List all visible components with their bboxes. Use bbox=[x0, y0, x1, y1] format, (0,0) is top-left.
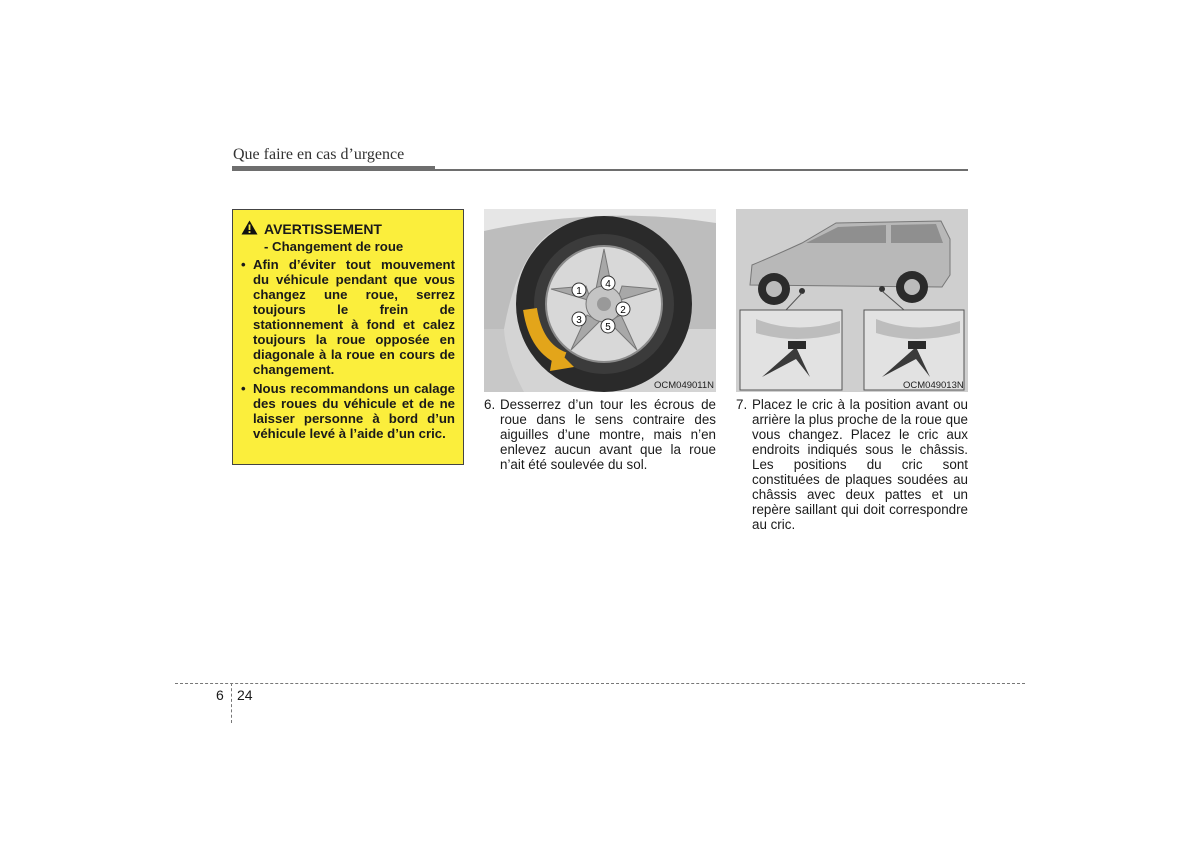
warning-box bbox=[232, 209, 464, 465]
header-rule-thick bbox=[232, 166, 435, 171]
header-title: Que faire en cas d’urgence bbox=[233, 146, 405, 163]
warning-header bbox=[241, 220, 455, 238]
lug-label: 5 bbox=[605, 322, 611, 333]
wheel-illustration bbox=[484, 209, 716, 392]
step-number: 6. bbox=[484, 397, 496, 412]
warning-item: • Afin d’éviter tout mouvement du véhicule pendant que vous changez une roue, serrez toujours le frein de stationnement à fond et calez toujours la roue opposée en diagonale à la roue en cours de changement. bbox=[241, 257, 455, 377]
warning-list bbox=[241, 257, 455, 441]
footer-rule bbox=[175, 683, 1025, 684]
footer-divider bbox=[231, 683, 232, 723]
step-7 bbox=[736, 397, 968, 532]
step-6 bbox=[484, 397, 716, 472]
figure-code: OCM049011N bbox=[654, 380, 715, 391]
lug-label: 4 bbox=[605, 279, 611, 290]
warning-item: • Nous recommandons un calage des roues du véhicule et de ne laisser personne à bord d’un véhicule levé à l’aide d’un cric. bbox=[241, 381, 455, 441]
warning-subtitle: - Changement de roue bbox=[264, 239, 404, 254]
lug-label: 2 bbox=[620, 305, 626, 316]
figure-code: OCM049013N bbox=[903, 380, 964, 391]
wheel-lug-nut-figure bbox=[484, 209, 716, 392]
step-number: 7. bbox=[736, 397, 748, 412]
step-text: Desserrez d’un tour les écrous de roue dans le sens contraire des aiguilles d’une montre, mais n’en enlevez aucun avant que la roue n’ait été soulevée du sol. bbox=[500, 397, 716, 472]
lug-label: 3 bbox=[576, 315, 582, 326]
lug-label: 1 bbox=[576, 286, 582, 297]
page-number: 24 bbox=[237, 687, 253, 703]
car-jack-illustration bbox=[736, 209, 968, 392]
header-rule-thin bbox=[435, 169, 968, 171]
warning-triangle-icon bbox=[241, 220, 258, 238]
warning-title: AVERTISSEMENT bbox=[264, 220, 382, 237]
page-chapter: 6 bbox=[216, 687, 224, 703]
step-text: Placez le cric à la position avant ou arrière la plus proche de la roue que vous changez. Placez le cric aux endroits indiqués sous le châssis. Les positions du cric sont constituées de plaques soudées au châssis avec deux pattes et un repère saillant qui doit correspondre au cric. bbox=[752, 397, 968, 532]
jack-position-figure bbox=[736, 209, 968, 392]
